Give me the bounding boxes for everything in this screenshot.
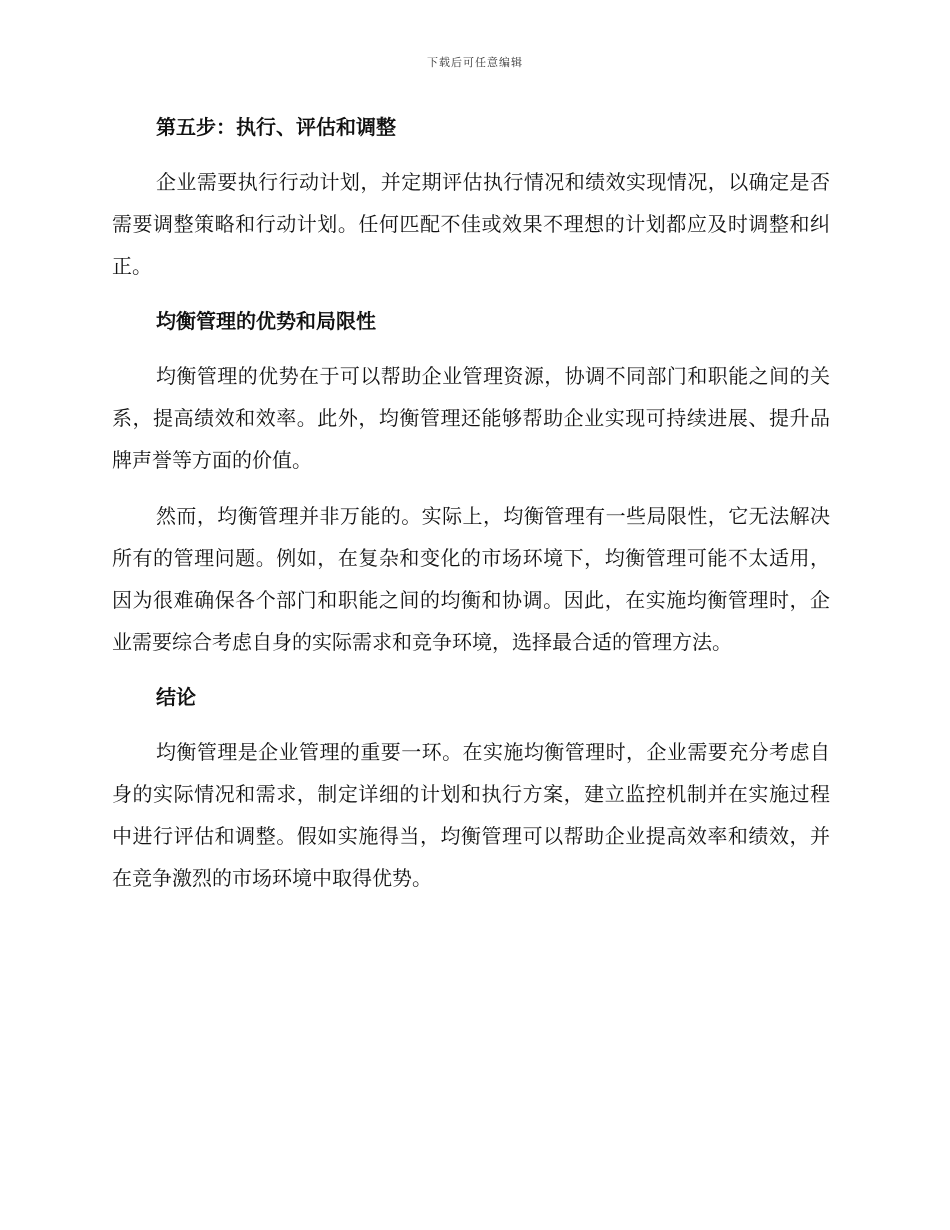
- paragraph-conclusion: 均衡管理是企业管理的重要一环。在实施均衡管理时，企业需要充分考虑自身的实际情况和需求，制定详细的计划和执行方案，建立监控机制并在实施过程中进行评估和调整。假如实施得当，均衡管理可以帮助企业提高效率和绩效，并在竞争激烈的市场环境中取得优势。: [112, 740, 830, 890]
- section-heading-step-five: 第五步：执行、评估和调整: [156, 115, 396, 139]
- paragraph-limitations: 然而，均衡管理并非万能的。实际上，均衡管理有一些局限性，它无法解决所有的管理问题。例如，在复杂和变化的市场环境下，均衡管理可能不太适用，因为很难确保各个部门和职能之间的均衡和协调。因此，在实施均衡管理时，企业需要综合考虑自身的实际需求和竞争环境，选择最合适的管理方法。: [112, 504, 830, 654]
- document-body: [112, 107, 830, 913]
- section-heading-advantages-limitations: 均衡管理的优势和局限性: [156, 309, 376, 333]
- page-header: 下载后可任意编辑: [427, 56, 523, 69]
- section-heading-conclusion: 结论: [156, 685, 196, 709]
- paragraph-step-five: 企业需要执行行动计划，并定期评估执行情况和绩效实现情况，以确定是否需要调整策略和行动计划。任何匹配不佳或效果不理想的计划都应及时调整和纠正。: [112, 170, 830, 278]
- paragraph-advantages: 均衡管理的优势在于可以帮助企业管理资源，协调不同部门和职能之间的关系，提高绩效和效率。此外，均衡管理还能够帮助企业实现可持续进展、提升品牌声誉等方面的价值。: [112, 364, 830, 472]
